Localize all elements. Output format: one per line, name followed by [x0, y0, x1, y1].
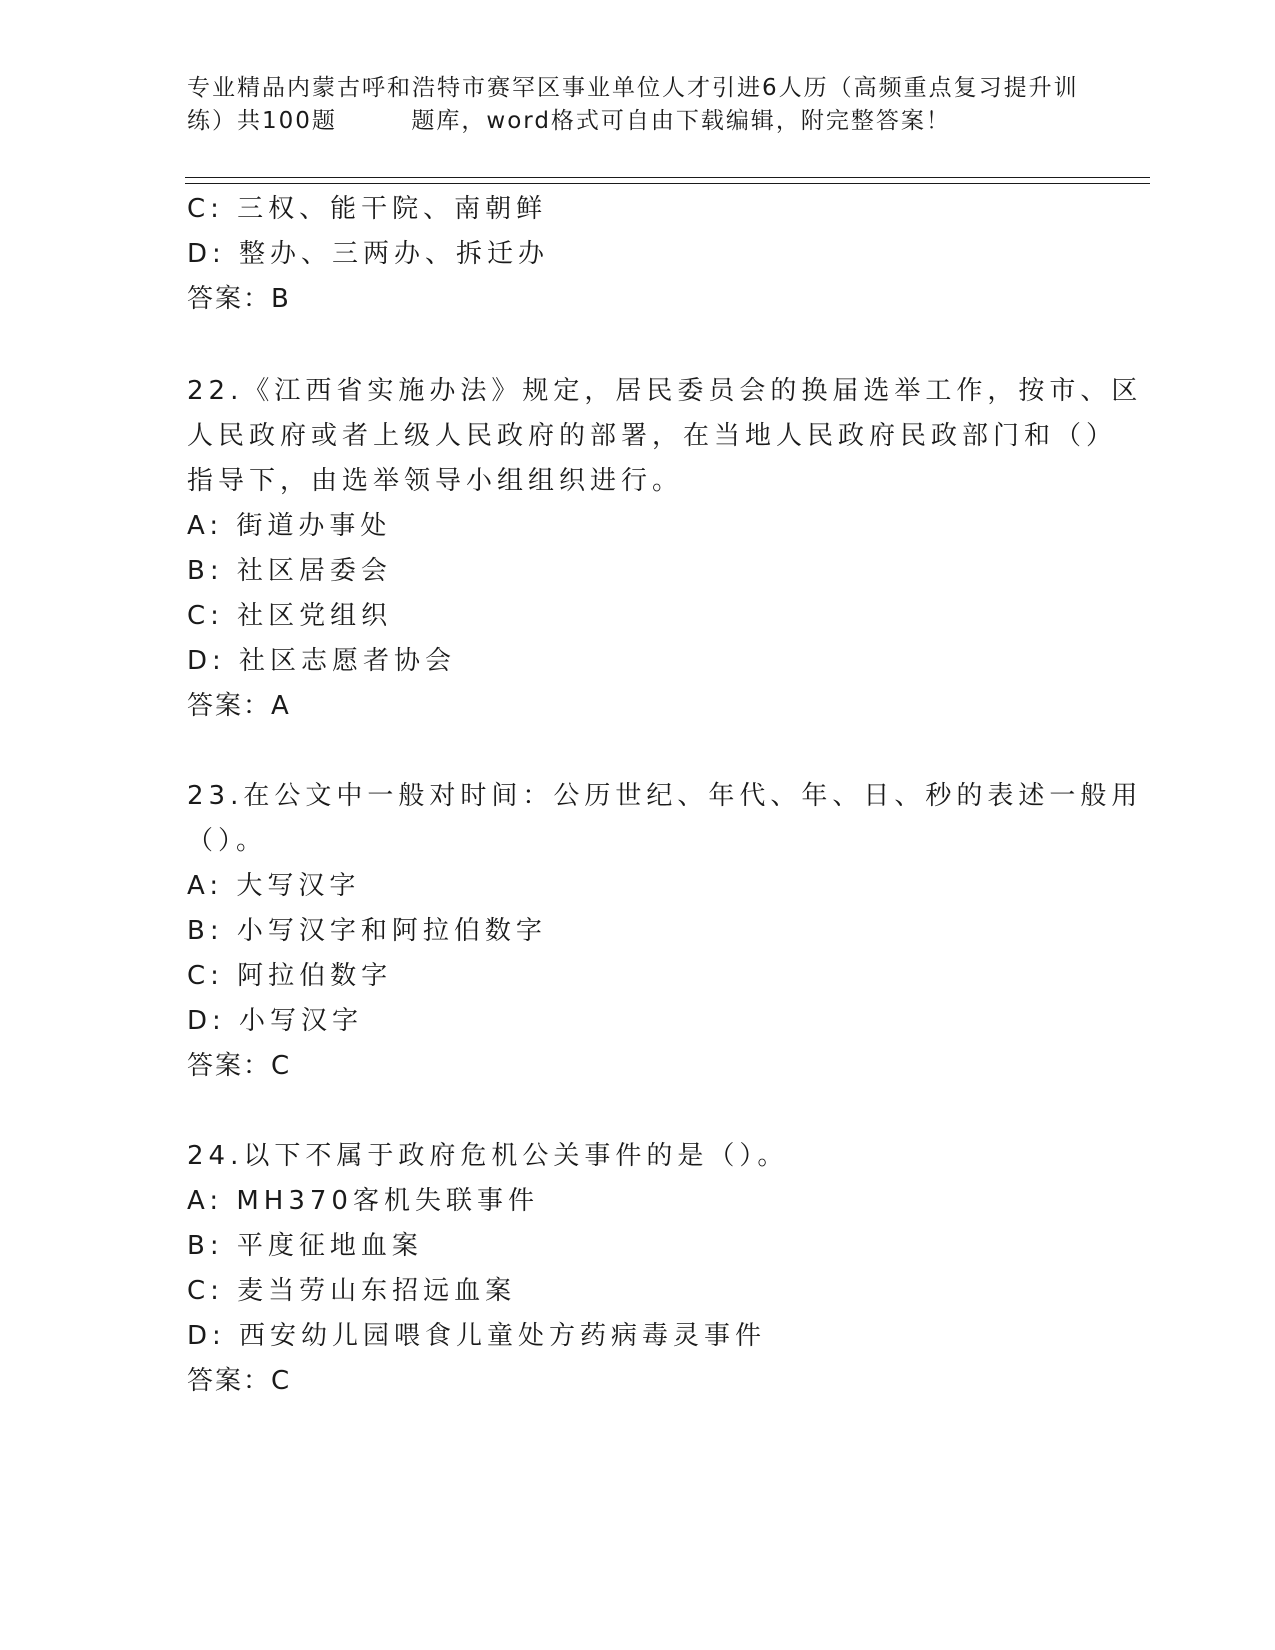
header-rule-bottom	[185, 183, 1150, 184]
q22-answer: 答案：A	[187, 691, 291, 721]
q22-text-line-2: 人民政府或者上级人民政府的部署，在当地人民政府民政部门和（）	[187, 421, 1118, 451]
q22-option-d: D: 社区志愿者协会	[187, 646, 457, 676]
q23-text-line-2: （）。	[187, 826, 268, 856]
q23-option-c: C: 阿拉伯数字	[187, 961, 393, 991]
q22-option-b: B: 社区居委会	[187, 556, 392, 586]
q24-answer: 答案：C	[187, 1366, 292, 1396]
q23-text-line-1: 23.在公文中一般对时间：公历世纪、年代、年、日、秒的表述一般用	[187, 781, 1143, 811]
prev-option-c: C: 三权、能干院、南朝鲜	[187, 194, 548, 224]
prev-answer: 答案：B	[187, 284, 291, 314]
document-header	[187, 72, 1087, 138]
q23-option-a: A: 大写汉字	[187, 871, 361, 901]
q22-text-line-3: 指导下，由选举领导小组组织进行。	[187, 466, 684, 496]
q23-answer: 答案：C	[187, 1051, 292, 1081]
q24-text-line-1: 24.以下不属于政府危机公关事件的是（）。	[187, 1141, 789, 1171]
q24-option-d: D: 西安幼儿园喂食儿童处方药病毒灵事件	[187, 1321, 767, 1351]
q22-text-line-1: 22.《江西省实施办法》规定，居民委员会的换届选举工作，按市、区	[187, 376, 1143, 406]
header-rule-top	[185, 177, 1150, 178]
q24-option-b: B: 平度征地血案	[187, 1231, 423, 1261]
q22-option-a: A: 街道办事处	[187, 511, 392, 541]
q24-option-a: A: MH370客机失联事件	[187, 1186, 539, 1216]
header-line-1: 专业精品内蒙古呼和浩特市赛罕区事业单位人才引进6人历（高频重点复习提升训	[187, 75, 1079, 101]
q23-option-b: B: 小写汉字和阿拉伯数字	[187, 916, 547, 946]
prev-option-d: D: 整办、三两办、拆迁办	[187, 239, 550, 269]
q24-option-c: C: 麦当劳山东招远血案	[187, 1276, 517, 1306]
q23-option-d: D: 小写汉字	[187, 1006, 364, 1036]
q22-option-c: C: 社区党组织	[187, 601, 393, 631]
header-line-2: 练）共100题 题库，word格式可自由下载编辑，附完整答案！	[187, 108, 951, 134]
